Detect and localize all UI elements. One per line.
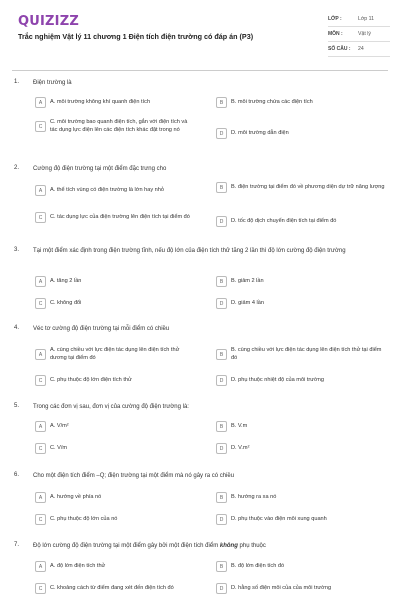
- option-text: B. độ lớn điện tích đó: [231, 562, 285, 569]
- header-divider: [12, 70, 388, 71]
- question-text-emphasis: không: [219, 543, 238, 549]
- info-value: Lớp 11: [358, 16, 374, 22]
- option-letter-box: B: [216, 492, 227, 503]
- option-text: D. phụ thuộc vào điện môi xung quanh: [231, 515, 327, 522]
- option-text: D. môi trường dẫn điện: [231, 129, 289, 136]
- answer-option[interactable]: [216, 561, 386, 572]
- option-letter-box: A: [35, 561, 46, 572]
- question-text: Điện trường là: [33, 80, 72, 86]
- option-letter-box: C: [35, 121, 46, 132]
- info-panel: [328, 12, 390, 57]
- option-letter-box: A: [35, 349, 46, 360]
- option-text: B. giảm 2 lần: [231, 277, 264, 284]
- option-text: B. cùng chiều với lực điện tác dụng lên điện tích thử tại điểm đó: [231, 347, 382, 361]
- option-letter-box: D: [216, 514, 227, 525]
- quizizz-logo: QUIZIZZ: [18, 14, 79, 29]
- option-letter-box: C: [35, 375, 46, 386]
- option-letter-box: D: [216, 298, 227, 309]
- answer-option[interactable]: [216, 128, 386, 139]
- option-text: C. phụ thuộc độ lớn của nó: [50, 515, 118, 522]
- option-text: C. tác dụng lực của điện trường lên điện tích tại điểm đó: [50, 213, 190, 220]
- answer-option[interactable]: [216, 583, 386, 594]
- option-letter-box: A: [35, 97, 46, 108]
- answer-option[interactable]: [35, 119, 195, 134]
- option-text: D. phụ thuộc nhiệt độ của môi trường: [231, 376, 324, 383]
- option-text: D. giảm 4 lần: [231, 299, 264, 306]
- option-letter-box: C: [35, 298, 46, 309]
- option-text: A. cùng chiều với lực điện tác dụng lên điện tích thử dương tại điểm đó: [50, 347, 180, 361]
- question-number: 6.: [14, 472, 20, 478]
- answer-option[interactable]: [216, 492, 386, 503]
- answer-option[interactable]: [216, 216, 386, 227]
- option-text: D. tốc độ dịch chuyển điện tích tại điểm đó: [231, 217, 337, 224]
- option-letter-box: A: [35, 421, 46, 432]
- answer-option[interactable]: [35, 561, 195, 572]
- option-text: D. V.m²: [231, 444, 250, 451]
- option-letter-box: A: [35, 492, 46, 503]
- question-number: 5.: [14, 403, 20, 409]
- option-text: C. phụ thuộc độ lớn điện tích thử: [50, 376, 132, 383]
- answer-option[interactable]: [216, 298, 386, 309]
- option-text: C. khoảng cách từ điểm đang xét đến điện tích đó: [50, 584, 174, 591]
- question-number: 1.: [14, 79, 20, 85]
- option-text: A. V/m²: [50, 422, 69, 429]
- answer-option[interactable]: [216, 375, 386, 386]
- info-label: SỐ CÂU :: [328, 46, 351, 52]
- option-letter-box: C: [35, 583, 46, 594]
- option-letter-box: C: [35, 514, 46, 525]
- option-letter-box: B: [216, 97, 227, 108]
- option-letter-box: B: [216, 421, 227, 432]
- option-letter-box: D: [216, 216, 227, 227]
- option-letter-box: B: [216, 561, 227, 572]
- answer-option[interactable]: [35, 212, 195, 223]
- option-letter-box: D: [216, 128, 227, 139]
- answer-option[interactable]: [35, 492, 195, 503]
- option-text: B. điện trường tại điểm đó về phương diện dự trữ năng lượng: [231, 183, 385, 190]
- question-text: Cường độ điện trường tại một điểm đặc trưng cho: [33, 166, 167, 172]
- option-text: A. độ lớn điện tích thử: [50, 562, 106, 569]
- answer-option[interactable]: [35, 276, 195, 287]
- answer-option[interactable]: [216, 97, 386, 108]
- answer-option[interactable]: [35, 347, 195, 362]
- answer-option[interactable]: [216, 514, 386, 525]
- page-title: Trắc nghiệm Vật lý 11 chương 1 Điện tích điện trường có đáp án (P3): [18, 32, 254, 41]
- answer-option[interactable]: [35, 443, 195, 454]
- question-text-part: phụ thuộc: [237, 543, 266, 549]
- option-text: B. môi trường chứa các điện tích: [231, 98, 313, 105]
- page-header: [0, 0, 400, 66]
- answer-option[interactable]: [35, 185, 195, 196]
- question-text: Véc tơ cường độ điện trường tại mỗi điểm có chiều: [33, 326, 170, 332]
- info-label: MÔN :: [328, 31, 343, 37]
- answer-option[interactable]: [35, 514, 195, 525]
- answer-option[interactable]: [216, 347, 386, 362]
- question-number: 7.: [14, 542, 20, 548]
- option-text: D. hằng số điện môi của của môi trường: [231, 584, 332, 591]
- info-row-subject: [328, 27, 390, 42]
- option-letter-box: B: [216, 182, 227, 193]
- question-text: [33, 542, 383, 551]
- option-text: A. thể tích vùng có điện trường là lớn hay nhỏ: [50, 186, 165, 193]
- question-number: 2.: [14, 165, 20, 171]
- answer-option[interactable]: [35, 583, 195, 594]
- option-letter-box: D: [216, 583, 227, 594]
- question-text: Tại một điểm xác định trong điện trường tĩnh, nếu độ lớn của điện tích thử tăng 2 lần thì độ lớn cường độ điện trường: [33, 248, 346, 254]
- option-letter-box: B: [216, 276, 227, 287]
- answer-option[interactable]: [35, 375, 195, 386]
- info-row-question-count: [328, 42, 390, 57]
- info-row-class: [328, 12, 390, 27]
- option-text: B. hướng ra xa nó: [231, 493, 277, 500]
- answer-option[interactable]: [35, 421, 195, 432]
- info-value: 24: [358, 46, 364, 52]
- option-letter-box: C: [35, 443, 46, 454]
- option-text: C. không đổi: [50, 299, 82, 306]
- info-value: Vật lý: [358, 31, 371, 37]
- option-text: B. V.m: [231, 422, 248, 429]
- option-text: C. môi trường bao quanh điện tích, gắn với điện tích và tác dụng lực điện lên các điện tích khác đặt trong nó: [50, 119, 188, 133]
- answer-option[interactable]: [35, 97, 195, 108]
- answer-option[interactable]: [35, 298, 195, 309]
- option-letter-box: C: [35, 212, 46, 223]
- option-text: A. hướng về phía nó: [50, 493, 102, 500]
- option-text: A. môi trường không khí quanh điện tích: [50, 98, 151, 105]
- question-number: 4.: [14, 325, 20, 331]
- info-label: LỚP :: [328, 16, 342, 22]
- question-number: 3.: [14, 247, 20, 253]
- option-letter-box: A: [35, 276, 46, 287]
- answer-option[interactable]: [216, 182, 386, 193]
- answer-option[interactable]: [216, 421, 386, 432]
- option-letter-box: D: [216, 375, 227, 386]
- option-letter-box: D: [216, 443, 227, 454]
- question-text-part: Độ lớn cường độ điện trường tại một điểm gây bởi một điện tích điểm: [33, 543, 220, 549]
- option-letter-box: A: [35, 185, 46, 196]
- answer-option[interactable]: [216, 443, 386, 454]
- option-letter-box: B: [216, 349, 227, 360]
- option-text: A. tăng 2 lần: [50, 277, 82, 284]
- question-text: Cho một điện tích điểm –Q; điện trường tại một điểm mà nó gây ra có chiều: [33, 473, 235, 479]
- answer-option[interactable]: [216, 276, 386, 287]
- question-text: Trong các đơn vị sau, đơn vị của cường độ điện trường là:: [33, 404, 189, 410]
- option-text: C. V/m: [50, 444, 68, 451]
